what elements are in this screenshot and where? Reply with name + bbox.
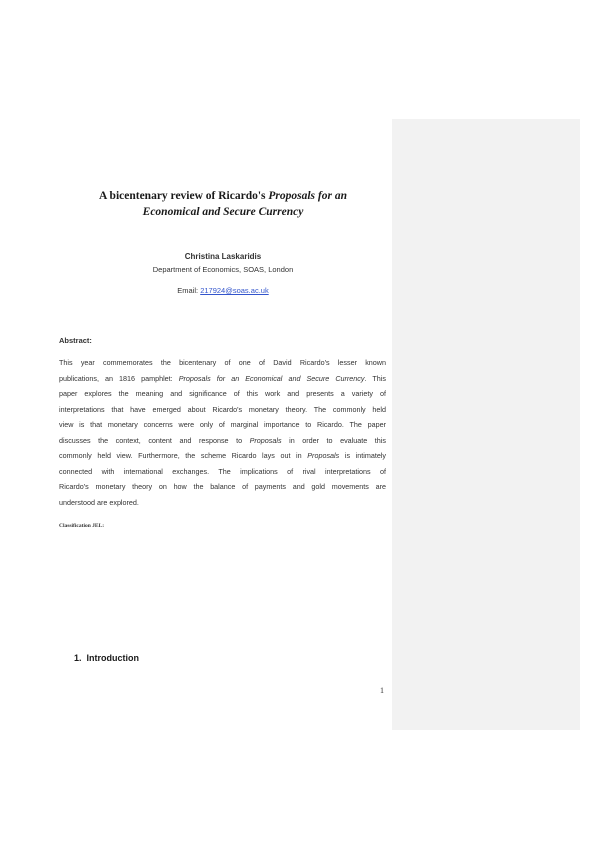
abstract-italic-text: Proposals	[307, 451, 340, 460]
abstract-text: understood are explored.	[59, 497, 139, 507]
abstract-text: connected with international exchanges. The implications of rival interpretations of	[59, 466, 386, 476]
abstract-line	[59, 433, 386, 449]
section-heading-introduction	[74, 653, 139, 663]
abstract-text: is intimately	[339, 451, 386, 460]
abstract-heading: Abstract:	[59, 336, 92, 345]
author-email-line	[60, 286, 386, 295]
abstract-text: Ricardo's monetary theory on how the balance of payments and gold movements are	[59, 482, 386, 491]
author-name: Christina Laskaridis	[184, 252, 262, 261]
abstract-line	[59, 355, 386, 371]
abstract-line	[59, 448, 386, 464]
author-affiliation: Department of Economics, SOAS, London	[152, 265, 294, 274]
abstract-text: commonly held view. Furthermore, the scheme Ricardo lays out in	[59, 451, 308, 460]
comment-margin-panel	[392, 119, 580, 730]
abstract-text: in order to evaluate this	[281, 435, 386, 445]
abstract-line	[59, 371, 386, 387]
abstract-text: interpretations that have emerged about Ricardo's monetary theory. The commonly held	[59, 404, 386, 414]
abstract-line	[59, 417, 386, 433]
abstract-line	[59, 479, 386, 495]
abstract-text: This year commemorates the bicentenary of one of David Ricardo's lesser known	[59, 358, 386, 367]
abstract-line	[59, 464, 386, 480]
section-title: Introduction	[86, 653, 140, 663]
email-label: Email:	[177, 286, 201, 295]
abstract-line	[59, 495, 386, 511]
classification-jel: Classification JEL:	[59, 523, 105, 529]
paper-title	[60, 188, 386, 220]
title-part-1: A bicentenary review of Ricardo's	[99, 190, 269, 202]
title-part-2: Proposals for an	[268, 190, 347, 202]
abstract-text: . This	[364, 373, 386, 383]
title-line-2: Economical and Secure Currency	[142, 206, 304, 218]
abstract-text: publications, an 1816 pamphlet:	[59, 373, 179, 383]
abstract-line	[59, 402, 386, 418]
abstract-italic-text: Proposals	[249, 435, 282, 445]
section-number: 1.	[74, 653, 82, 663]
abstract-text: discusses the context, content and response to	[59, 435, 250, 445]
abstract-body	[59, 355, 386, 510]
email-link[interactable]: 217924@soas.ac.uk	[200, 286, 269, 295]
abstract-text: view is that monetary concerns were only of marginal importance to Ricardo. The paper	[59, 420, 386, 429]
page-number: 1	[380, 686, 384, 695]
abstract-italic-text: Proposals for an Economical and Secure Currency	[178, 373, 365, 383]
abstract-text: paper explores the meaning and significance of this work and presents a variety of	[59, 389, 386, 398]
abstract-line	[59, 386, 386, 402]
